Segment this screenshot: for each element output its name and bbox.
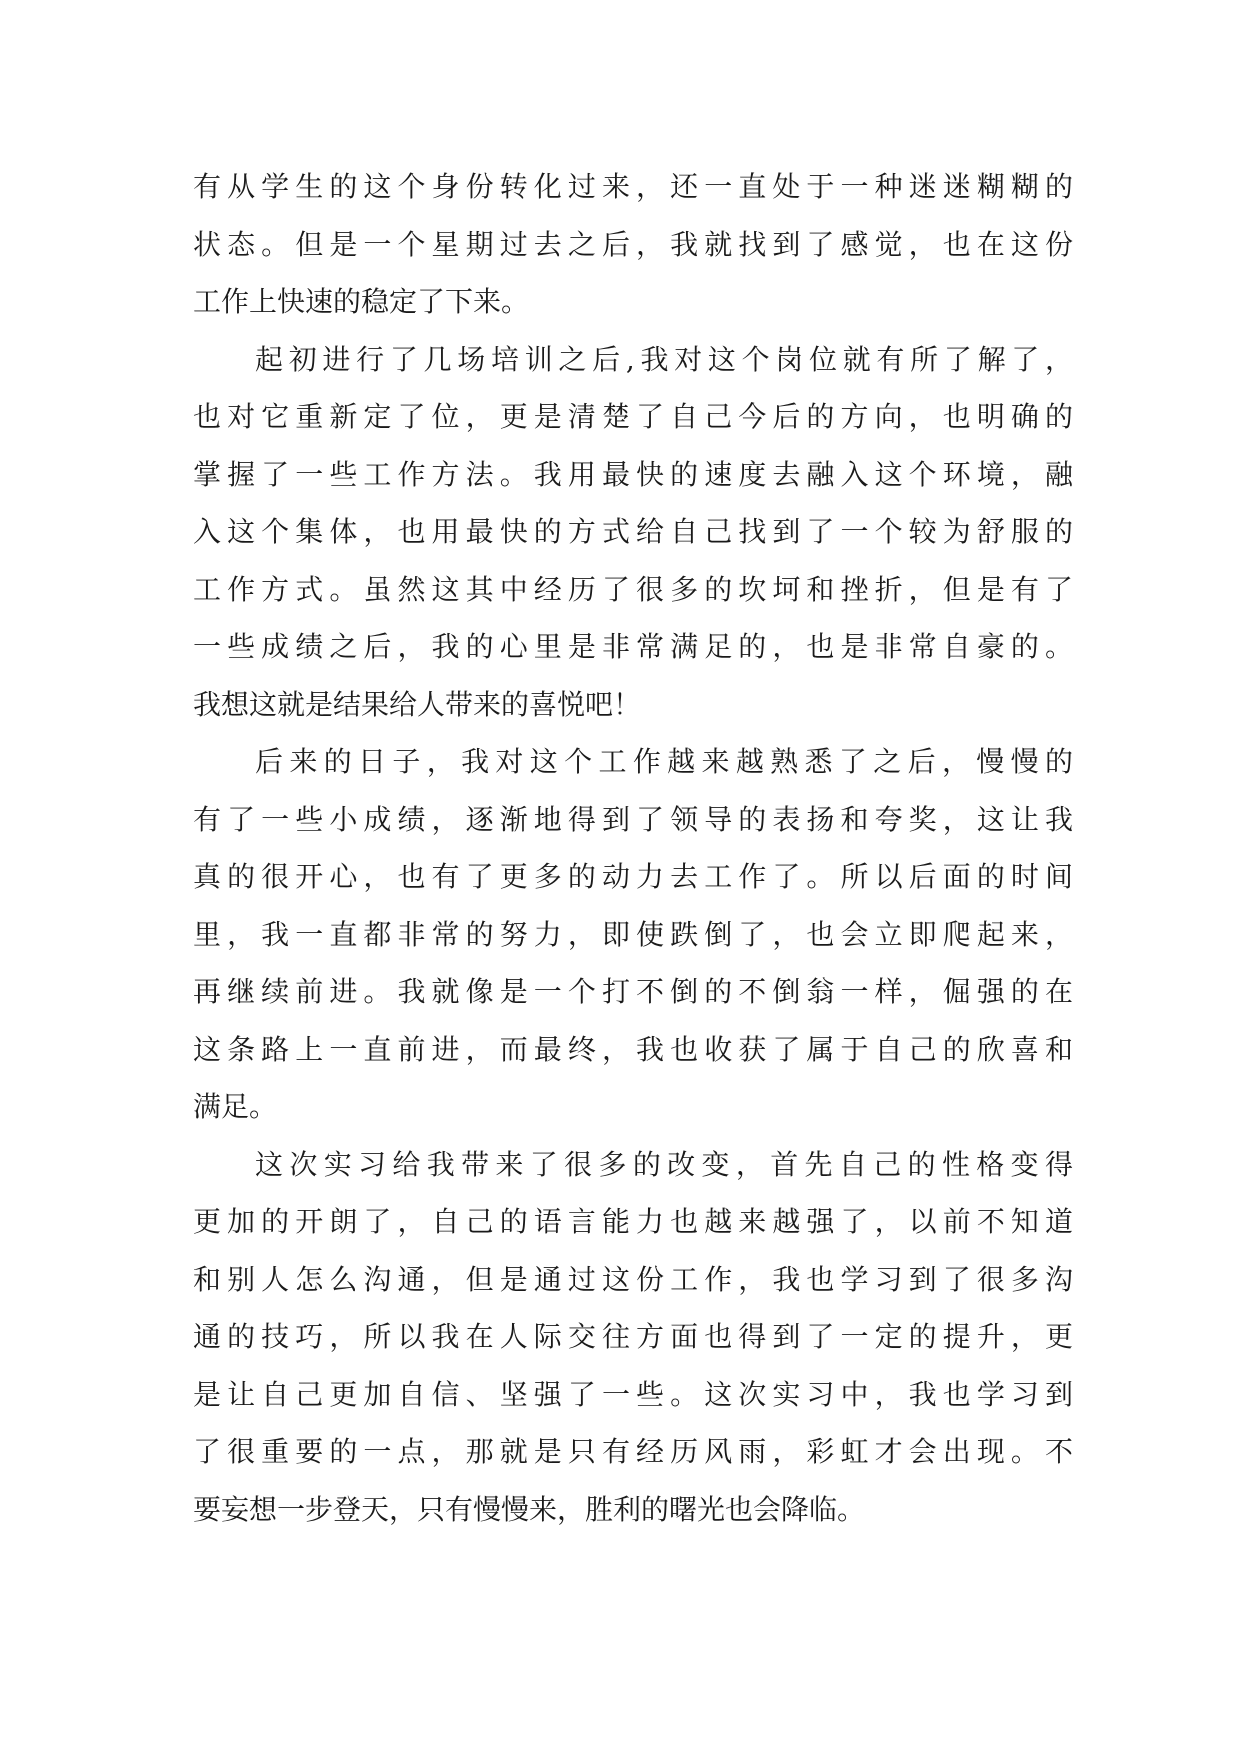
- text-line: 这次实习给我带来了很多的改变，首先自己的性格变得: [255, 1147, 1073, 1181]
- paragraph-3: [193, 733, 1073, 1136]
- text-line: 后来的日子，我对这个工作越来越熟悉了之后，慢慢的: [255, 745, 1073, 778]
- text-line: 起初进行了几场培训之后,我对这个岗位就有所了解了，: [255, 342, 1073, 376]
- text-line: 是让自己更加自信、坚强了一些。这次实习中，我也学习到: [193, 1377, 1073, 1411]
- paragraph-2: [193, 331, 1073, 734]
- text-line: 里，我一直都非常的努力，即使跌倒了，也会立即爬起来，: [193, 917, 1073, 951]
- text-line: 我想这就是结果给人带来的喜悦吧！: [193, 687, 642, 721]
- paragraph-1: [193, 158, 1073, 331]
- text-line: 满足。: [193, 1090, 278, 1123]
- text-line: 工作上快速的稳定了下来。: [193, 285, 530, 318]
- text-line: 也对它重新定了位，更是清楚了自己今后的方向，也明确的: [193, 400, 1073, 433]
- text-line: 了很重要的一点，那就是只有经历风雨，彩虹才会出现。不: [193, 1435, 1073, 1468]
- text-line: 状态。但是一个星期过去之后，我就找到了感觉，也在这份: [193, 227, 1073, 261]
- text-line: 有从学生的这个身份转化过来，还一直处于一种迷迷糊糊的: [193, 170, 1073, 203]
- paragraph-4: [193, 1136, 1073, 1539]
- text-line: 真的很开心，也有了更多的动力去工作了。所以后面的时间: [193, 860, 1073, 893]
- text-line: 更加的开朗了，自己的语言能力也越来越强了，以前不知道: [193, 1205, 1073, 1238]
- text-line: 一些成绩之后，我的心里是非常满足的，也是非常自豪的。: [193, 630, 1073, 663]
- text-line: 掌握了一些工作方法。我用最快的速度去融入这个环境，融: [193, 457, 1073, 491]
- text-line: 通的技巧，所以我在人际交往方面也得到了一定的提升，更: [193, 1320, 1073, 1353]
- text-line: 工作方式。虽然这其中经历了很多的坎坷和挫折，但是有了: [193, 572, 1073, 606]
- text-line: 这条路上一直前进，而最终，我也收获了属于自己的欣喜和: [193, 1032, 1073, 1066]
- text-line: 和别人怎么沟通，但是通过这份工作，我也学习到了很多沟: [193, 1262, 1073, 1296]
- text-line: 要妄想一步登天，只有慢慢来，胜利的曙光也会降临。: [193, 1492, 866, 1526]
- text-line: 入这个集体，也用最快的方式给自己找到了一个较为舒服的: [193, 515, 1073, 548]
- text-line: 有了一些小成绩，逐渐地得到了领导的表扬和夸奖，这让我: [193, 802, 1073, 836]
- text-line: 再继续前进。我就像是一个打不倒的不倒翁一样，倔强的在: [193, 975, 1073, 1008]
- body-text: [193, 158, 1073, 1538]
